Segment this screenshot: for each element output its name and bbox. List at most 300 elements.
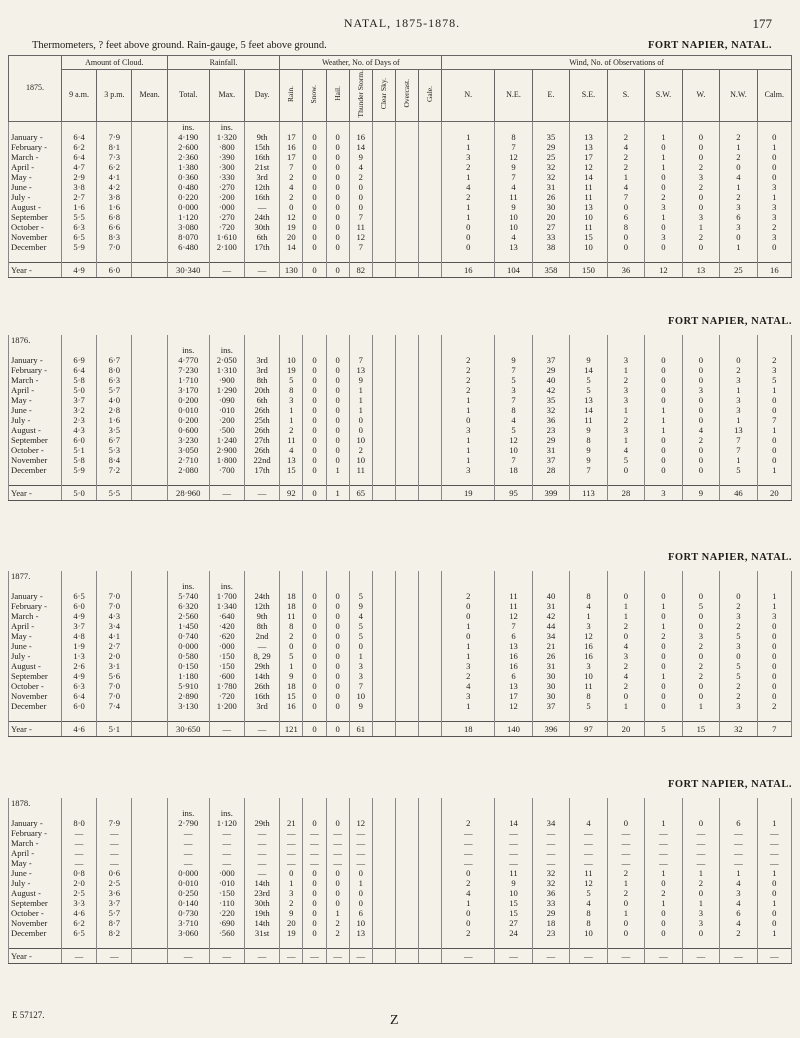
data-cell: 4 (607, 671, 644, 681)
data-cell (419, 878, 442, 888)
data-cell: 2nd (244, 631, 279, 641)
blank-cell (61, 335, 96, 345)
blank-cell (61, 252, 96, 263)
data-cell: 0 (720, 232, 757, 242)
blank-cell (280, 808, 303, 818)
month-label: November (9, 232, 62, 242)
data-cell: — (167, 848, 209, 858)
data-cell: 3·8 (97, 192, 132, 202)
blank-cell (442, 345, 495, 355)
data-cell: 0 (682, 611, 719, 621)
data-cell: 0 (682, 651, 719, 661)
data-cell: 2 (645, 631, 682, 641)
data-cell: 27 (532, 222, 569, 232)
data-cell: 6 (720, 212, 757, 222)
data-cell (132, 701, 167, 711)
blank-cell (372, 798, 395, 808)
data-cell: — (645, 858, 682, 868)
data-cell: — (280, 828, 303, 838)
month-label: January - (9, 818, 62, 828)
data-cell: 31 (532, 601, 569, 611)
data-cell: 0·6 (97, 868, 132, 878)
data-cell: 0·740 (167, 631, 209, 641)
data-cell: 3·230 (167, 435, 209, 445)
year-total-cell: 399 (532, 486, 569, 501)
blank-cell (419, 798, 442, 808)
data-cell: 2 (720, 691, 757, 701)
year-total-cell: — (570, 949, 607, 964)
data-cell: 9 (280, 908, 303, 918)
table-row (9, 395, 792, 405)
data-cell: 1 (757, 928, 791, 938)
year-total-cell: 5·0 (61, 486, 96, 501)
data-cell: 8·7 (97, 918, 132, 928)
data-cell: 9 (570, 445, 607, 455)
data-cell: — (209, 848, 244, 858)
data-cell (372, 601, 395, 611)
data-cell: 18 (280, 601, 303, 611)
col-day: Day. (244, 70, 279, 122)
data-cell: 17 (495, 691, 532, 701)
data-cell (372, 611, 395, 621)
blank-cell (682, 571, 719, 581)
blank-cell (61, 808, 96, 818)
data-table-1875 (8, 55, 792, 278)
data-cell: 0 (326, 405, 349, 415)
data-cell: 16 (349, 132, 372, 142)
blank-cell (645, 798, 682, 808)
data-cell: 0 (326, 621, 349, 631)
data-cell: 0 (349, 415, 372, 425)
data-table-1876 (8, 335, 792, 501)
blank-cell (244, 121, 279, 132)
data-cell: 4 (495, 232, 532, 242)
blank-cell (682, 938, 719, 949)
data-cell: 0 (682, 681, 719, 691)
data-cell: 4 (607, 641, 644, 651)
col-overcast: Overcast. (402, 79, 412, 109)
year-total-cell: 5 (645, 722, 682, 737)
data-cell: 1 (280, 878, 303, 888)
data-cell: 0 (645, 375, 682, 385)
data-cell: 12th (244, 601, 279, 611)
data-cell: 14 (570, 172, 607, 182)
data-cell: 1 (757, 868, 791, 878)
data-cell: 2 (682, 232, 719, 242)
table-row (9, 172, 792, 182)
data-cell: 0 (326, 375, 349, 385)
data-cell: 2 (682, 162, 719, 172)
data-cell: 2 (720, 621, 757, 631)
data-cell: 0 (303, 868, 326, 878)
data-cell: 4 (495, 415, 532, 425)
data-cell: — (570, 838, 607, 848)
data-cell (395, 202, 418, 212)
data-cell: 15th (244, 142, 279, 152)
year-total-cell: — (280, 949, 303, 964)
blank-cell (326, 798, 349, 808)
data-cell (372, 365, 395, 375)
blank-cell (645, 335, 682, 345)
blank-cell (280, 475, 303, 486)
data-cell: 0 (645, 611, 682, 621)
month-label: May - (9, 395, 62, 405)
blank-cell (9, 938, 62, 949)
data-cell: 6 (607, 212, 644, 222)
data-cell: 3 (720, 395, 757, 405)
data-cell: 1·610 (209, 232, 244, 242)
data-cell: 0 (326, 385, 349, 395)
data-cell: 1 (757, 142, 791, 152)
data-cell: 0 (303, 212, 326, 222)
data-cell: — (167, 838, 209, 848)
data-cell: — (97, 828, 132, 838)
data-cell: 0 (303, 671, 326, 681)
data-cell: 0 (682, 395, 719, 405)
data-cell: 0 (645, 908, 682, 918)
data-cell: 14 (570, 365, 607, 375)
data-cell: 1 (442, 455, 495, 465)
table-row (9, 848, 792, 858)
data-cell: 0 (303, 908, 326, 918)
data-cell: 2 (682, 671, 719, 681)
blank-cell (419, 252, 442, 263)
year-total-label: Year - (9, 262, 62, 277)
data-cell: ·220 (209, 908, 244, 918)
year-total-cell (372, 262, 395, 277)
data-cell: 1 (607, 908, 644, 918)
blank-cell (645, 571, 682, 581)
data-cell: 0 (442, 601, 495, 611)
table-row (9, 212, 792, 222)
data-cell: 6·5 (61, 591, 96, 601)
data-cell: 3 (349, 661, 372, 671)
data-cell: 4·3 (61, 425, 96, 435)
blank-cell (372, 335, 395, 345)
data-cell: 5·3 (97, 445, 132, 455)
blank-cell (349, 335, 372, 345)
header-cloud: Amount of Cloud. (61, 56, 167, 70)
data-cell (372, 918, 395, 928)
blank-cell (97, 335, 132, 345)
data-cell: 0 (326, 701, 349, 711)
blank-cell (682, 121, 719, 132)
data-cell: 5 (349, 591, 372, 601)
col-ne: N.E. (495, 70, 532, 122)
data-cell: 4 (442, 888, 495, 898)
data-cell: 0 (757, 908, 791, 918)
data-cell: 1 (349, 405, 372, 415)
data-cell: 4 (720, 898, 757, 908)
data-cell: 0 (326, 132, 349, 142)
data-cell: 3 (607, 355, 644, 365)
data-cell: 0 (303, 142, 326, 152)
month-label: June - (9, 405, 62, 415)
data-cell: 3rd (244, 172, 279, 182)
data-cell (396, 601, 419, 611)
data-cell: 8 (280, 385, 303, 395)
data-cell (372, 222, 395, 232)
month-label: August - (9, 661, 62, 671)
data-cell: 6·0 (61, 601, 96, 611)
data-cell: 3 (682, 631, 719, 641)
data-cell: 17th (244, 242, 279, 252)
data-cell: — (442, 858, 495, 868)
data-cell: 3·7 (97, 898, 132, 908)
data-cell: 13 (349, 365, 372, 375)
data-cell: 7·0 (97, 691, 132, 701)
blank-cell (419, 475, 442, 486)
data-cell: 6·4 (61, 132, 96, 142)
year-total-row (9, 262, 792, 277)
data-cell: 1 (682, 222, 719, 232)
blank-cell (244, 252, 279, 263)
blank-cell (396, 581, 419, 591)
blank-cell (9, 252, 62, 263)
blank-cell (303, 581, 326, 591)
blank-cell (442, 808, 495, 818)
blank-cell (570, 121, 607, 132)
blank-cell (349, 475, 372, 486)
data-cell: 6·3 (61, 222, 96, 232)
year-total-cell: 46 (720, 486, 757, 501)
data-cell: 0 (326, 242, 349, 252)
year-label: 1875. (9, 56, 62, 122)
data-cell: 0·730 (167, 908, 209, 918)
data-cell: 16th (244, 192, 279, 202)
data-cell: 2 (607, 661, 644, 671)
data-cell: 0 (303, 591, 326, 601)
data-cell: 0 (326, 232, 349, 242)
blank-cell (167, 938, 209, 949)
data-cell: 2 (720, 928, 757, 938)
table-row (9, 465, 792, 475)
data-cell: 0 (303, 611, 326, 621)
data-cell: 10 (349, 435, 372, 445)
data-cell: 0 (349, 202, 372, 212)
year-total-cell: 32 (720, 722, 757, 737)
data-cell: 14 (570, 405, 607, 415)
data-cell: 5 (280, 651, 303, 661)
year-total-cell: 0 (326, 722, 349, 737)
data-cell (132, 621, 167, 631)
year-label: 1878. (9, 798, 62, 808)
data-cell: 34 (532, 818, 569, 828)
data-cell: 7 (720, 435, 757, 445)
blank-cell (607, 581, 644, 591)
year-total-cell: 36 (607, 262, 644, 277)
blank-cell (244, 711, 279, 722)
blank-cell (757, 798, 791, 808)
data-cell: 0 (645, 355, 682, 365)
year-total-cell: 19 (442, 486, 495, 501)
blank-cell (532, 938, 569, 949)
data-cell: 1·700 (209, 591, 244, 601)
blank-cell (167, 335, 209, 345)
year-total-cell: 92 (280, 486, 303, 501)
blank-cell (209, 252, 244, 263)
data-cell: 0 (326, 355, 349, 365)
data-cell: 0 (303, 445, 326, 455)
data-cell (395, 232, 418, 242)
blank-cell (532, 345, 569, 355)
data-cell (372, 355, 395, 365)
data-cell: 9 (495, 355, 532, 365)
data-cell: 0 (682, 928, 719, 938)
data-cell: 0 (682, 445, 719, 455)
data-cell: 3 (757, 212, 791, 222)
data-cell: 1 (349, 395, 372, 405)
blank-cell (244, 571, 279, 581)
blank-cell (532, 808, 569, 818)
col-sw: S.W. (645, 70, 682, 122)
data-cell: 0 (645, 242, 682, 252)
data-cell (132, 681, 167, 691)
data-cell: 1 (720, 385, 757, 395)
blank-cell (132, 252, 167, 263)
header-weather: Weather, No. of Days of (280, 56, 442, 70)
blank-cell (495, 121, 532, 132)
table-row (9, 405, 792, 415)
data-cell: 3 (607, 651, 644, 661)
data-cell: ·270 (209, 182, 244, 192)
data-cell: 0 (682, 132, 719, 142)
data-cell: 7 (570, 465, 607, 475)
blank-cell (682, 335, 719, 345)
data-cell: — (607, 858, 644, 868)
data-cell: 32 (532, 878, 569, 888)
year-total-cell: 30·650 (167, 722, 209, 737)
data-cell: 0 (326, 651, 349, 661)
data-cell: 4 (720, 878, 757, 888)
unit-label: ins. (167, 121, 209, 132)
data-cell (372, 818, 395, 828)
data-cell: 0 (682, 621, 719, 631)
data-cell (419, 455, 442, 465)
data-cell: 4 (570, 818, 607, 828)
data-cell: 5·8 (61, 375, 96, 385)
data-cell: 12 (570, 878, 607, 888)
col-s: S. (607, 70, 644, 122)
col-clear: Clear Sky. (378, 78, 388, 110)
blank-cell (532, 798, 569, 808)
data-cell (419, 661, 442, 671)
blank-cell (720, 798, 757, 808)
blank-cell (720, 711, 757, 722)
data-cell (132, 222, 167, 232)
data-cell (396, 641, 419, 651)
data-cell: 4·6 (61, 908, 96, 918)
data-cell: 0 (303, 691, 326, 701)
blank-cell (326, 252, 349, 263)
data-cell: 0 (607, 465, 644, 475)
table-row (9, 888, 792, 898)
data-cell: 4·0 (97, 395, 132, 405)
year-total-cell (132, 262, 167, 277)
data-cell: 8·4 (97, 455, 132, 465)
year-total-cell: — (532, 949, 569, 964)
data-cell (132, 858, 167, 868)
data-cell: 10 (495, 222, 532, 232)
blank-cell (757, 252, 791, 263)
year-total-cell: 6·0 (97, 262, 132, 277)
data-cell: 2 (757, 701, 791, 711)
data-cell: 17 (570, 152, 607, 162)
data-cell (132, 691, 167, 701)
data-cell: ·560 (209, 928, 244, 938)
data-cell: 1 (349, 878, 372, 888)
data-cell: 26 (532, 651, 569, 661)
data-cell: 3 (682, 918, 719, 928)
blank-cell (132, 798, 167, 808)
data-cell: 5·8 (61, 455, 96, 465)
data-cell (372, 691, 395, 701)
data-cell (372, 162, 395, 172)
data-cell (372, 192, 395, 202)
blank-cell (645, 938, 682, 949)
data-cell: 0 (326, 202, 349, 212)
data-cell: 1 (645, 152, 682, 162)
data-cell: — (244, 202, 279, 212)
data-cell: 5·6 (97, 671, 132, 681)
year-total-cell (372, 949, 395, 964)
table-row (9, 435, 792, 445)
table-row (9, 918, 792, 928)
data-cell: 0 (303, 172, 326, 182)
data-cell: 6·5 (61, 232, 96, 242)
month-label: July - (9, 878, 62, 888)
year-total-cell: 16 (442, 262, 495, 277)
data-cell: 0 (303, 375, 326, 385)
year-total-cell: 5·1 (97, 722, 132, 737)
data-cell (132, 425, 167, 435)
data-cell: ·150 (209, 661, 244, 671)
year-total-cell: 12 (645, 262, 682, 277)
col-rain: Rain. (286, 85, 296, 102)
data-cell: 30 (532, 681, 569, 691)
data-cell: 0 (326, 641, 349, 651)
data-cell: — (244, 868, 279, 878)
data-cell: 29th (244, 818, 279, 828)
data-cell: 1 (442, 172, 495, 182)
data-cell (372, 415, 395, 425)
year-total-cell: 65 (349, 486, 372, 501)
data-cell (396, 908, 419, 918)
data-cell: — (244, 848, 279, 858)
data-cell: 29 (532, 435, 569, 445)
month-label: February - (9, 365, 62, 375)
data-cell: 1 (757, 898, 791, 908)
data-cell: 0 (645, 455, 682, 465)
data-cell: 1·180 (167, 671, 209, 681)
year-total-cell: — (303, 949, 326, 964)
month-label: December (9, 465, 62, 475)
data-cell: 1·290 (209, 385, 244, 395)
data-cell: 0 (682, 365, 719, 375)
year-total-cell: 358 (532, 262, 569, 277)
data-cell: ·720 (209, 222, 244, 232)
data-cell: 1·800 (209, 455, 244, 465)
data-cell (396, 621, 419, 631)
data-cell (132, 671, 167, 681)
blank-cell (209, 798, 244, 808)
data-cell: 7 (349, 242, 372, 252)
year-total-row (9, 949, 792, 964)
blank-cell (61, 581, 96, 591)
month-label: December (9, 928, 62, 938)
data-cell: ·600 (209, 671, 244, 681)
data-cell: 1 (349, 651, 372, 661)
